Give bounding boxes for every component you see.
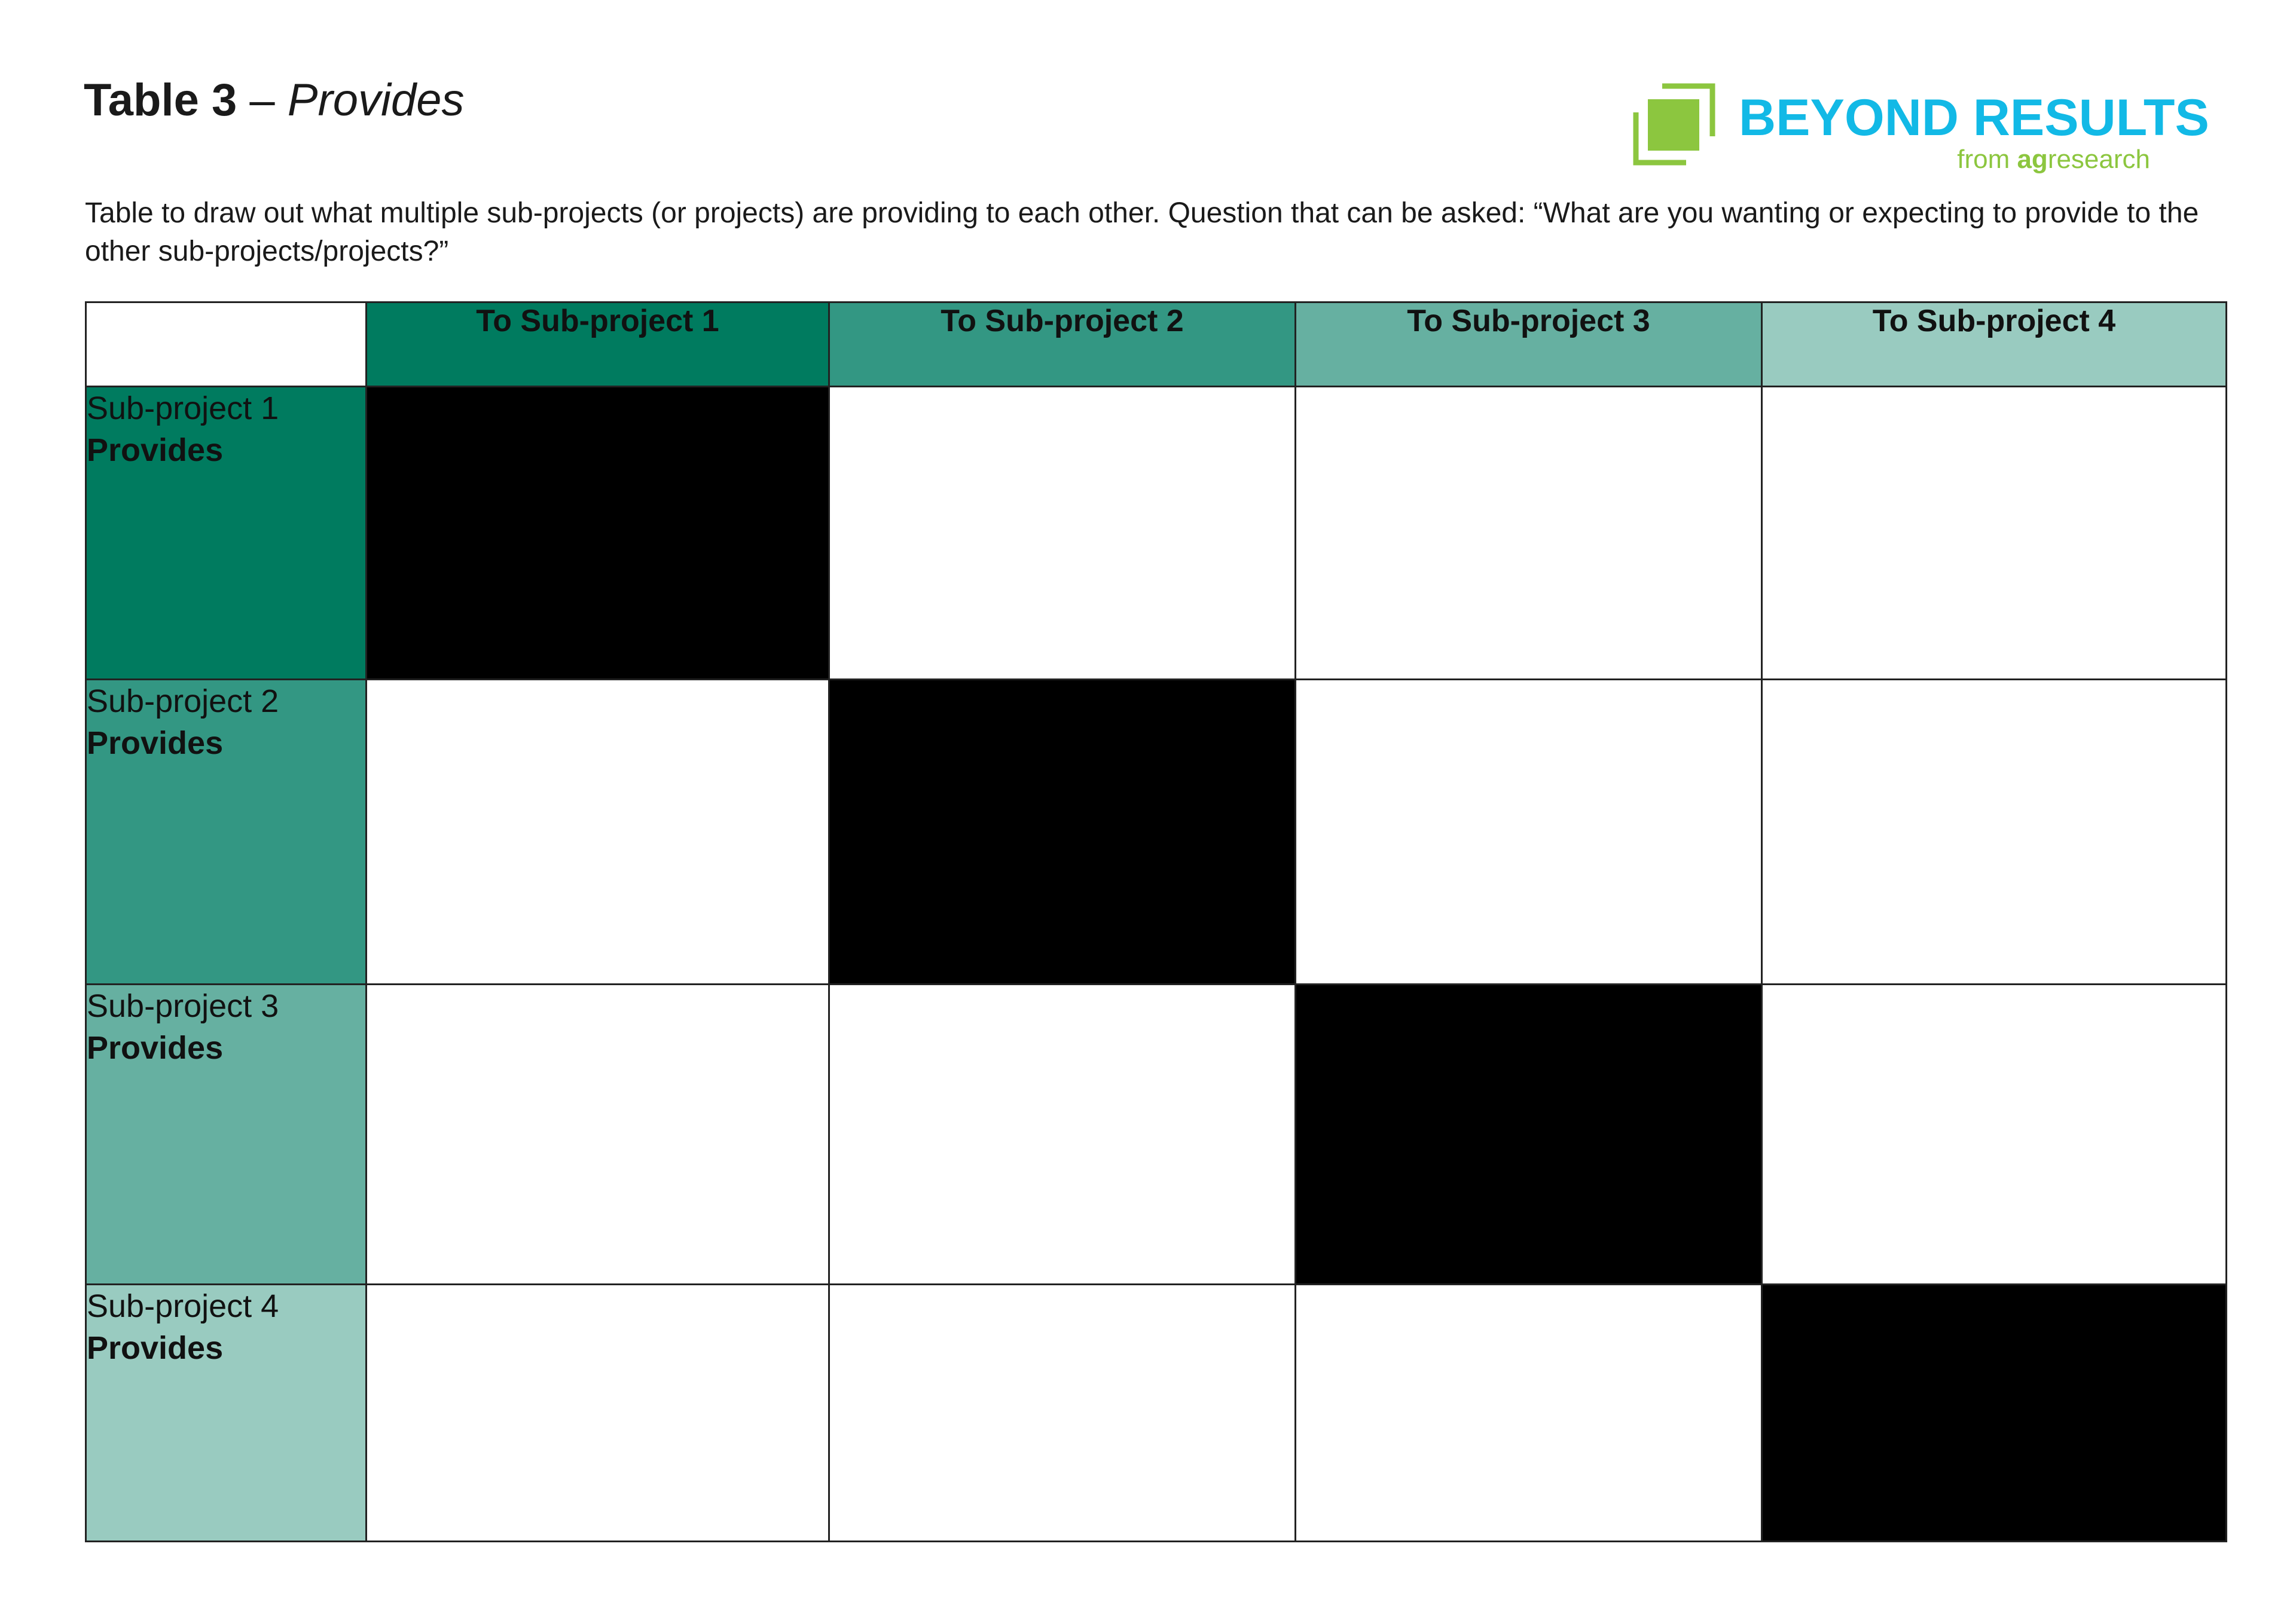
row-verb: Provides <box>87 1330 224 1366</box>
logo-wordmark: BEYOND RESULTS <box>1739 89 2209 146</box>
title-main: Table 3 <box>84 75 237 126</box>
row-label: Sub-project 2 <box>87 683 279 719</box>
row-label: Sub-project 4 <box>87 1288 279 1324</box>
row-label: Sub-project 3 <box>87 988 279 1024</box>
column-header: To Sub-project 2 <box>829 302 1296 387</box>
corner-cell <box>86 302 367 387</box>
matrix-cell[interactable] <box>367 1285 829 1542</box>
matrix-cell[interactable] <box>1296 680 1762 985</box>
header-row <box>86 302 2227 387</box>
matrix-cell[interactable] <box>367 985 829 1285</box>
row-verb: Provides <box>87 725 224 761</box>
column-header: To Sub-project 3 <box>1296 302 1762 387</box>
beyond-results-logo <box>1632 78 2209 179</box>
page-title <box>84 71 464 130</box>
row-header <box>86 1285 367 1542</box>
matrix-cell[interactable] <box>829 1285 1296 1542</box>
matrix-cell[interactable] <box>1296 387 1762 680</box>
column-header: To Sub-project 4 <box>1762 302 2227 387</box>
table-row <box>86 387 2227 680</box>
table-row <box>86 1285 2227 1542</box>
matrix-cell[interactable] <box>1762 985 2227 1285</box>
logo-squares-icon <box>1632 82 1716 166</box>
row-label: Sub-project 1 <box>87 390 279 426</box>
row-header <box>86 985 367 1285</box>
matrix-cell <box>1762 1285 2227 1542</box>
matrix-cell[interactable] <box>367 680 829 985</box>
matrix-cell[interactable] <box>1762 680 2227 985</box>
provides-matrix <box>85 301 2227 1542</box>
matrix-cell <box>367 387 829 680</box>
table-description: Table to draw out what multiple sub-projects (or projects) are providing to each other. Question that can be asked: “What are you wanting or expecting to provide to the other sub-projects/projects?” <box>85 197 2199 267</box>
row-header <box>86 387 367 680</box>
row-header <box>86 680 367 985</box>
matrix-cell[interactable] <box>829 985 1296 1285</box>
table-row <box>86 680 2227 985</box>
row-verb: Provides <box>87 1030 224 1066</box>
title-subtitle: Provides <box>287 75 465 126</box>
title-dash: – <box>249 75 275 126</box>
logo-tagline: from agresearch <box>1957 145 2150 174</box>
row-verb: Provides <box>87 432 224 468</box>
table-row <box>86 985 2227 1285</box>
matrix-cell[interactable] <box>829 387 1296 680</box>
matrix-cell <box>1296 985 1762 1285</box>
matrix-cell[interactable] <box>1296 1285 1762 1542</box>
matrix-cell <box>829 680 1296 985</box>
matrix-cell[interactable] <box>1762 387 2227 680</box>
column-header: To Sub-project 1 <box>367 302 829 387</box>
